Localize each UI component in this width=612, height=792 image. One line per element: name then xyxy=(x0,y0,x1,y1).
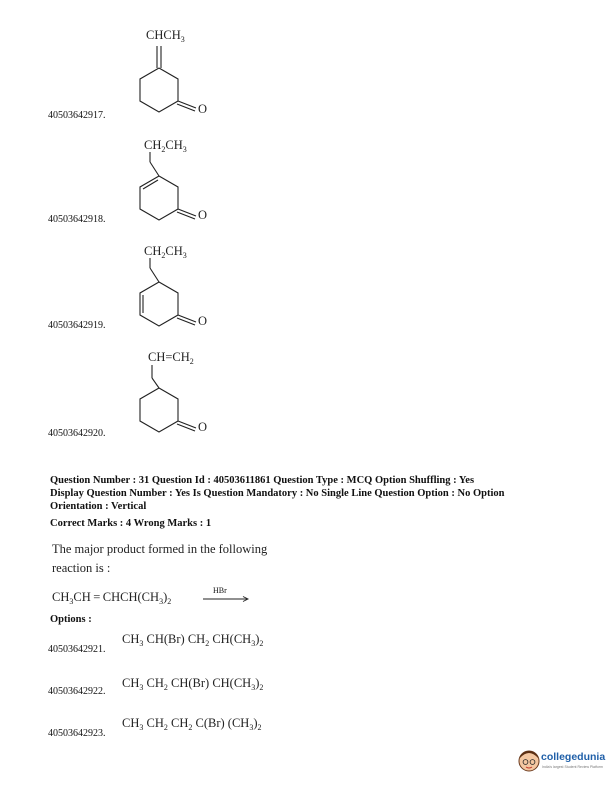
substituent-label: $CH=CH_2$ xyxy=(148,350,194,366)
question-header xyxy=(50,474,590,530)
option-id: 40503642922. xyxy=(48,686,106,697)
cyclohexenone-ring-icon xyxy=(120,244,230,334)
ketone-oxygen: O xyxy=(198,208,208,222)
option-formula: $CH_3$ $CH_2$ CH(Br) $CH(CH_3)_2$ xyxy=(122,676,264,692)
structure-919 xyxy=(120,244,230,334)
reaction-arrow xyxy=(203,586,251,602)
watermark-text: collegedunia xyxy=(541,751,606,763)
substituent-label: $CHCH_3$ xyxy=(146,28,185,44)
options-label: Options : xyxy=(50,614,92,625)
substituent-label: $CH_2CH_3$ xyxy=(144,138,187,154)
cyclohexanone-ring-icon xyxy=(120,28,230,118)
reagent-label: HBr xyxy=(213,586,227,595)
cyclohexanone-ring-icon xyxy=(120,350,230,440)
mascot-icon xyxy=(518,750,540,772)
question-marks: Correct Marks : 4 Wrong Marks : 1 xyxy=(50,518,212,529)
question-meta-line-2: Display Question Number : Yes Is Question Mandatory : No Single Line Question Option : No Option xyxy=(50,488,505,499)
watermark-tagline: India's largest Student Review Platform xyxy=(542,765,603,769)
question-text-line-2: reaction is : xyxy=(52,561,111,575)
option-formula: $CH_3$ CH(Br) $CH_2$ $CH(CH_3)_2$ xyxy=(122,632,264,648)
option-id: 40503642921. xyxy=(48,644,106,655)
option-id-917: 40503642917. xyxy=(48,110,106,121)
structure-918 xyxy=(120,138,230,228)
option-row[interactable] xyxy=(48,676,348,700)
option-row[interactable] xyxy=(48,716,348,740)
ketone-oxygen: O xyxy=(198,102,208,116)
ketone-oxygen: O xyxy=(198,420,208,434)
option-id-920: 40503642920. xyxy=(48,428,106,439)
question-meta-line-3: Orientation : Vertical xyxy=(50,501,147,512)
ketone-oxygen: O xyxy=(198,314,208,328)
question-text-line-1: The major product formed in the following xyxy=(52,542,268,556)
collegedunia-logo xyxy=(518,746,606,776)
right-arrow-icon xyxy=(203,596,251,602)
option-formula: $CH_3$ $CH_2$ $CH_2$ C(Br) $(CH_3)_2$ xyxy=(122,716,262,732)
question-text xyxy=(52,540,352,578)
option-id: 40503642923. xyxy=(48,728,106,739)
option-id-919: 40503642919. xyxy=(48,320,106,331)
structure-920 xyxy=(120,350,230,440)
substituent-label: $CH_2CH_3$ xyxy=(144,244,187,260)
option-row[interactable] xyxy=(48,632,348,656)
cyclohexenone-ring-icon xyxy=(120,138,230,228)
question-meta-line-1: Question Number : 31 Question Id : 40503611861 Question Type : MCQ Option Shuffling : Yes xyxy=(50,475,475,486)
option-id-918: 40503642918. xyxy=(48,214,106,225)
structure-917 xyxy=(120,28,230,118)
reaction-equation: $CH_3CH$ = $CHCH(CH_3)_2$ xyxy=(52,590,172,606)
